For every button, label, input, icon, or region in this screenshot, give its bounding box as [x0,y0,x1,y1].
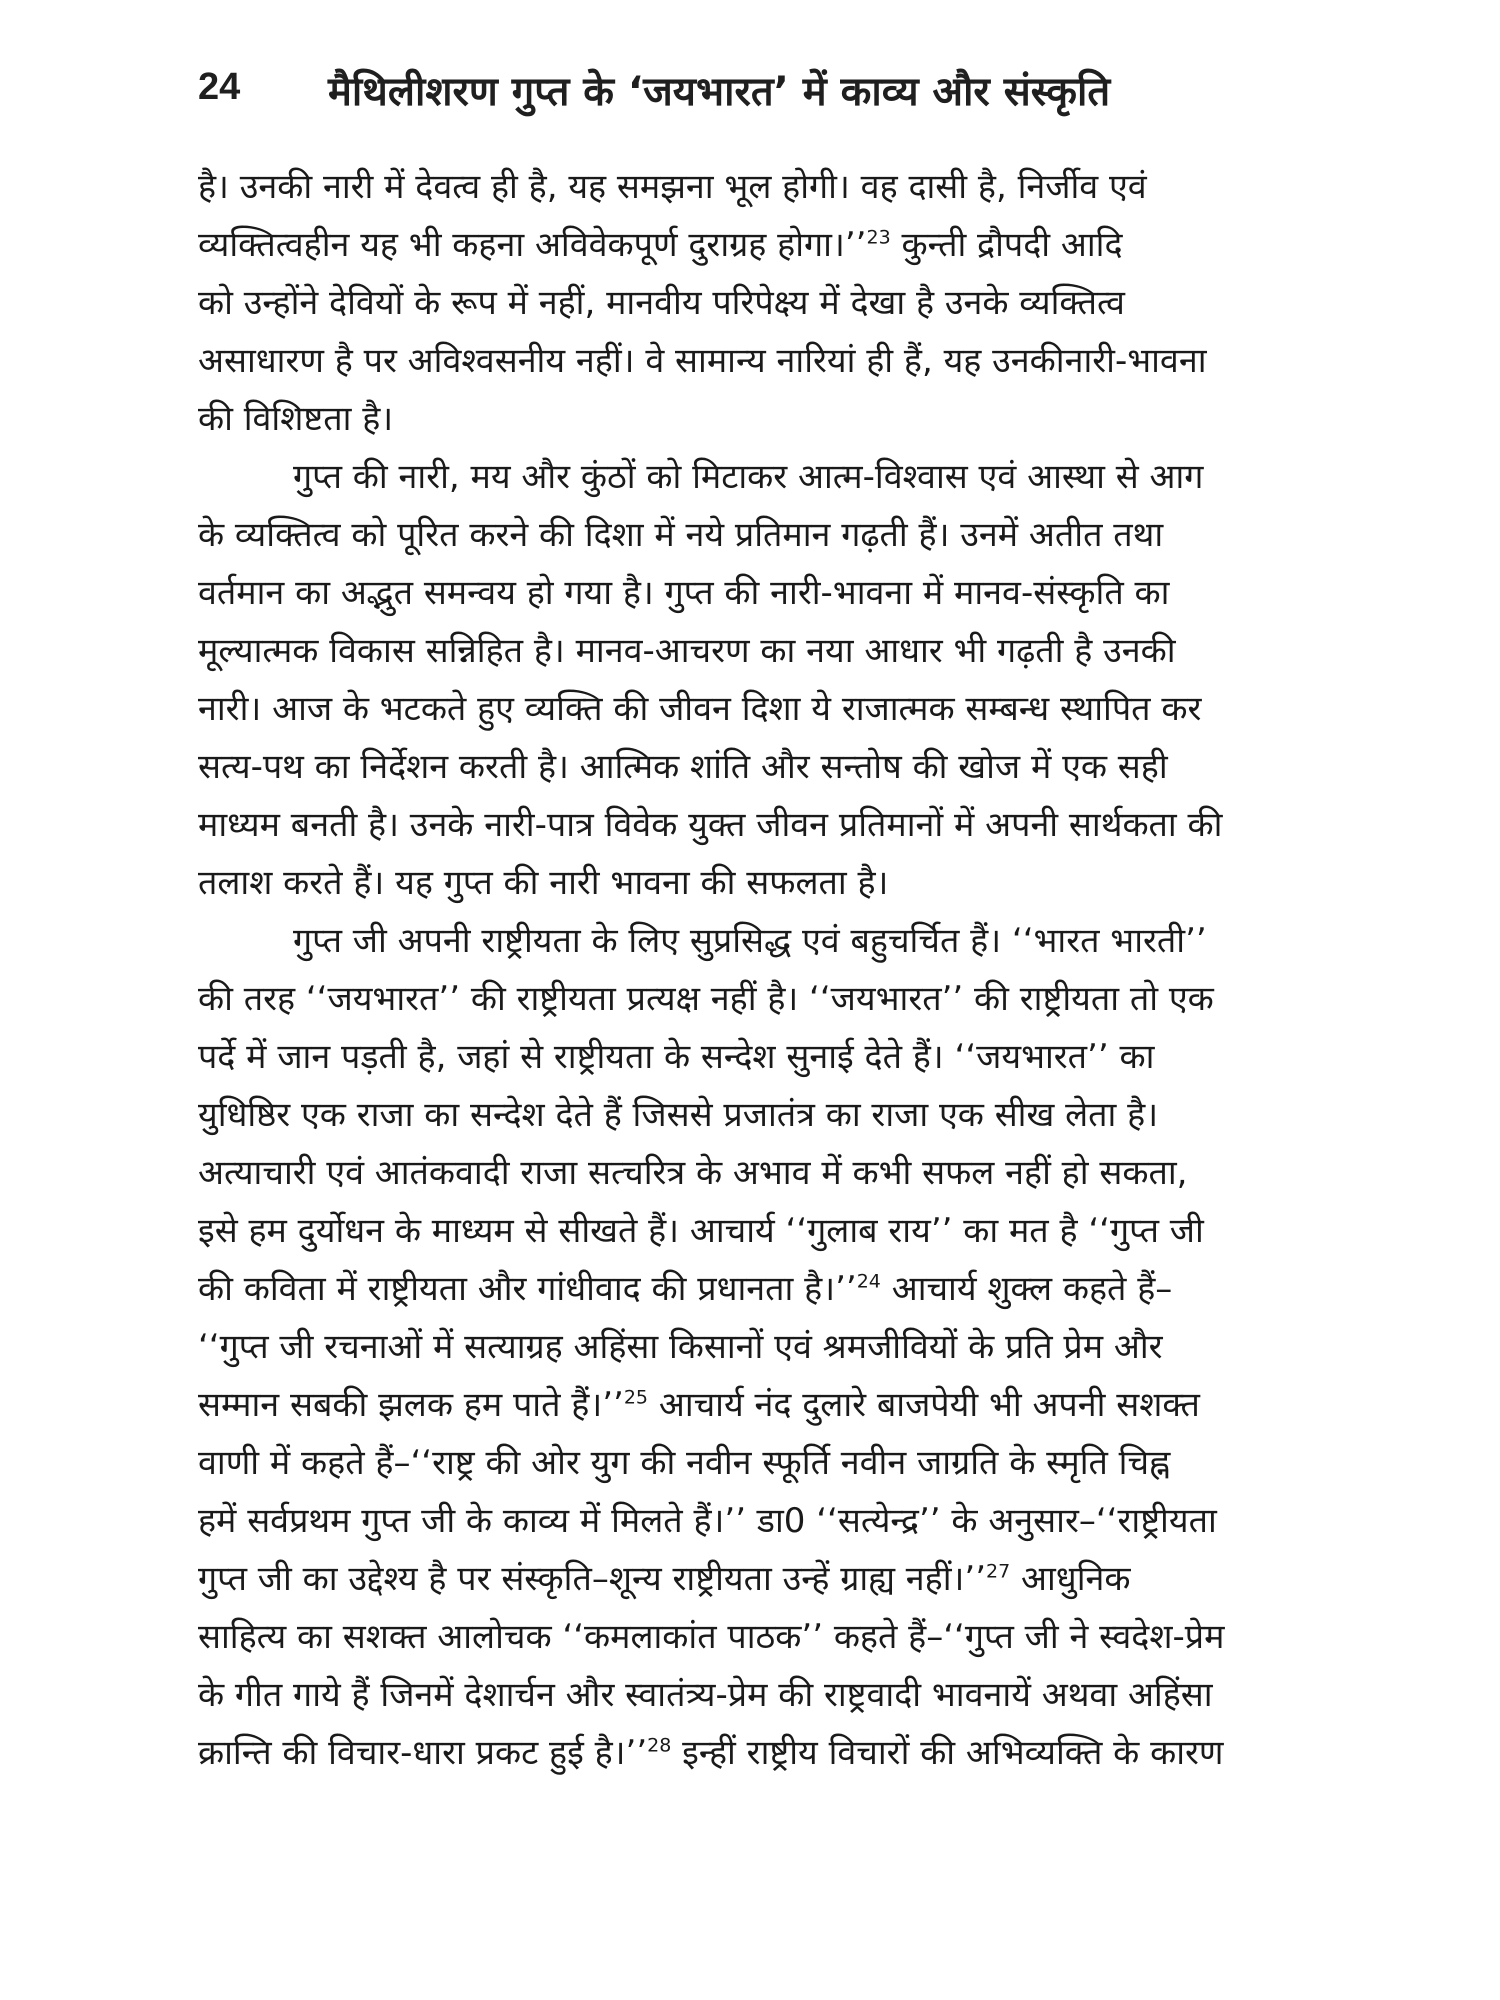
text-line: ‘‘गुप्त जी रचनाओं में सत्याग्रह अहिंसा किसानों एवं श्रमजीवियों के प्रति प्रेम और [198,1327,1163,1367]
text-line: अत्याचारी एवं आतंकवादी राजा सत्चरित्र के अभाव में कभी सफल नहीं हो सकता, [198,1153,1188,1193]
footnote-ref: 25 [623,1386,649,1409]
text-line: तलाश करते हैं। यह गुप्त की नारी भावना की सफलता है। [198,863,889,903]
text-line: सत्य-पथ का निर्देशन करती है। आत्मिक शांति और सन्तोष की खोज में एक सही [198,747,1168,787]
running-title: मैथिलीशरण गुप्त के ‘जयभारत’ में काव्य और संस्कृति [328,69,1111,115]
paragraph-2 [198,448,1338,912]
text-line: के गीत गाये हैं जिनमें देशार्चन और स्वातंत्र्य-प्रेम की राष्ट्रवादी भावनायें अथवा अहिंसा [198,1675,1213,1715]
footnote-ref: 28 [647,1734,672,1757]
text-span: आधुनिक [1010,1559,1131,1599]
text-line: वाणी में कहते हैं–‘‘राष्ट्र की ओर युग की नवीन स्फूर्ति नवीन जाग्रति के स्मृति चिह्न [198,1443,1171,1483]
text-line: गुप्त की नारी, मय और कुंठों को मिटाकर आत्म-विश्वास एवं आस्था से आग [293,457,1204,497]
text-line: की तरह ‘‘जयभारत’’ की राष्ट्रीयता प्रत्यक्ष नहीं है। ‘‘जयभारत’’ की राष्ट्रीयता तो एक [198,979,1214,1019]
text-span: आचार्य शुक्ल कहते हैं– [880,1269,1173,1309]
text-line: हमें सर्वप्रथम गुप्त जी के काव्य में मिलते हैं।’’ डा0 ‘‘सत्येन्द्र’’ के अनुसार–‘‘राष्ट्रीयता [198,1501,1217,1541]
text-line: गुप्त जी अपनी राष्ट्रीयता के लिए सुप्रसिद्ध एवं बहुचर्चित हैं। ‘‘भारत भारती’’ [293,921,1207,961]
text-span: क्रान्ति की विचार-धारा प्रकट हुई है।’’ [198,1733,648,1773]
text-line: पर्दे में जान पड़ती है, जहां से राष्ट्रीयता के सन्देश सुनाई देते हैं। ‘‘जयभारत’’ का [198,1037,1155,1077]
page-number: 24 [198,66,241,108]
text-line: युधिष्ठिर एक राजा का सन्देश देते हैं जिससे प्रजातंत्र का राजा एक सीख लेता है। [198,1095,1159,1135]
text-line: को उन्होंने देवियों के रूप में नहीं, मानवीय परिपेक्ष्य में देखा है उनके व्यक्तित्व [198,283,1125,323]
text-line: माध्यम बनती है। उनके नारी-पात्र विवेक युक्त जीवन प्रतिमानों में अपनी सार्थकता की [198,805,1223,845]
text-line: इसे हम दुर्योधन के माध्यम से सीखते हैं। आचार्य ‘‘गुलाब राय’’ का मत है ‘‘गुप्त जी [198,1211,1204,1251]
text-line: मूल्यात्मक विकास सन्निहित है। मानव-आचरण का नया आधार भी गढ़ती है उनकी [198,631,1176,671]
text-line [198,1550,1338,1608]
text-span: गुप्त जी का उद्देश्य है पर संस्कृति–शून्य राष्ट्रीयता उन्हें ग्राह्य नहीं।’’ [198,1559,987,1599]
text-line: असाधारण है पर अविश्वसनीय नहीं। वे सामान्य नारियां ही हैं, यह उनकीनारी-भावना [198,341,1207,381]
text-line [198,1724,1338,1782]
text-line: की विशिष्टता है। [198,399,394,439]
text-line: है। उनकी नारी में देवत्व ही है, यह समझना भूल होगी। वह दासी है, निर्जीव एवं [198,167,1147,207]
text-line: के व्यक्तित्व को पूरित करने की दिशा में नये प्रतिमान गढ़ती हैं। उनमें अतीत तथा [198,515,1164,555]
text-line [198,216,1338,274]
paragraph-1 [198,158,1338,448]
text-line: साहित्य का सशक्त आलोचक ‘‘कमलाकांत पाठक’’ कहते हैं–‘‘गुप्त जी ने स्वदेश-प्रेम [198,1617,1225,1657]
text-line [198,1376,1338,1434]
text-span: आचार्य नंद दुलारे बाजपेयी भी अपनी सशक्त [648,1385,1200,1425]
page-header [198,62,1338,132]
text-span: व्यक्तित्वहीन यह भी कहना अविवेकपूर्ण दुराग्रह होगा।’’ [198,225,867,265]
footnote-ref: 23 [866,226,891,249]
text-line: वर्तमान का अद्भुत समन्वय हो गया है। गुप्त की नारी-भावना में मानव-संस्कृति का [198,573,1170,613]
footnote-ref: 24 [856,1270,881,1293]
text-span: इन्हीं राष्ट्रीय विचारों की अभिव्यक्ति के कारण [671,1733,1224,1773]
text-span: सम्मान सबकी झलक हम पाते हैं।’’ [198,1385,624,1425]
footnote-ref: 27 [986,1560,1011,1583]
text-span: कुन्ती द्रौपदी आदि [890,225,1123,265]
paragraph-3 [198,912,1338,1782]
text-span: की कविता में राष्ट्रीयता और गांधीवाद की प्रधानता है।’’ [198,1269,857,1309]
text-line [198,1260,1338,1318]
body-text [198,158,1338,1782]
text-line: नारी। आज के भटकते हुए व्यक्ति की जीवन दिशा ये राजात्मक सम्बन्ध स्थापित कर [198,689,1202,729]
